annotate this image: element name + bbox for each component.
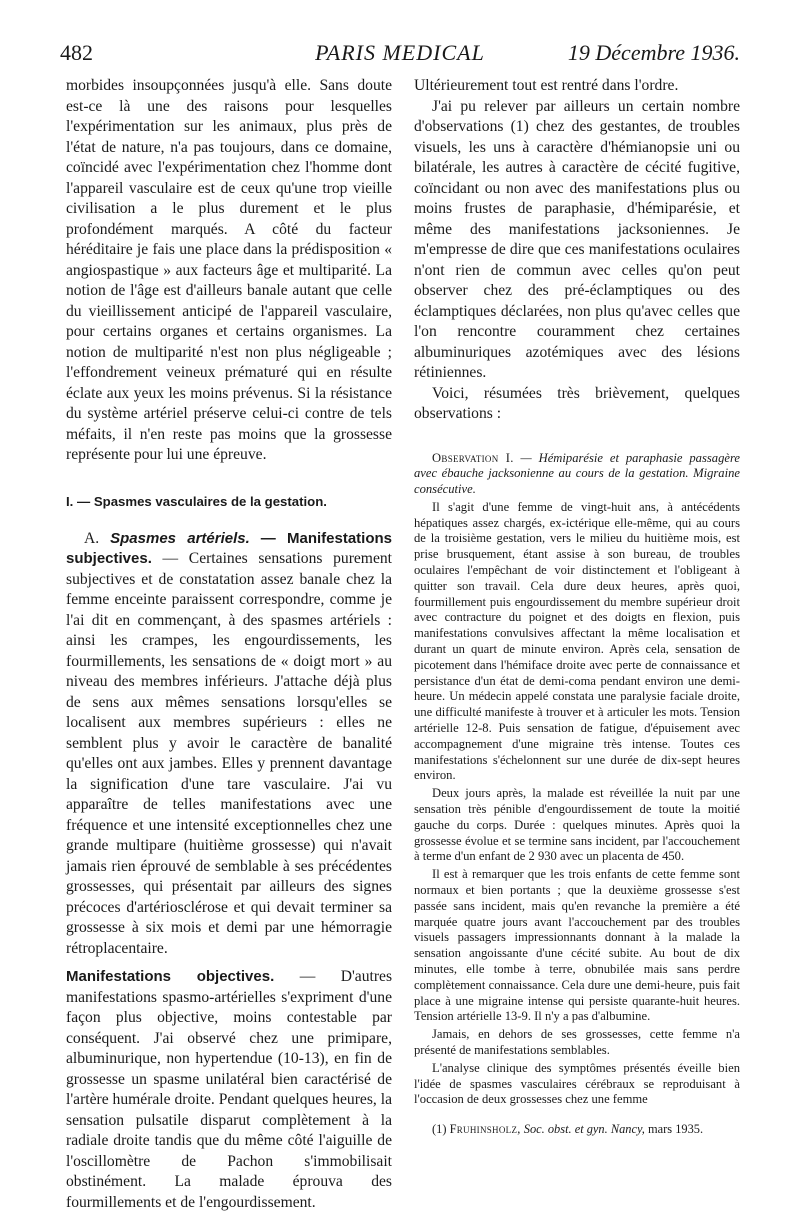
footnote-date: mars 1935. <box>648 1122 704 1137</box>
right-paragraph-2: J'ai pu relever par ailleurs un certain nombre d'observations (1) chez des gestantes, de troubles visuels, les uns à caractère d'hémianopsie uni ou bilatérale, les autres à caractère de cécité fugitive, coïncidant ou non avec des manifestations plus ou moins frustes de paraphasie, d'hémiparésie, et même des manifestations jacksoniennes. Je m'empresse de dire que ces manifestations oculaires n'ont rien de commun avec celles qu'on peut observer chez des pré-éclamptiques ou des éclamptiques déclarées, non plus qu'avec celles que l'on rencontre couramment chez certaines albuminuriques azotémiques avec des lésions rétiniennes. <box>414 97 740 381</box>
left-paragraph-2 <box>66 529 392 960</box>
observation-paragraph-2: Deux jours après, la malade est réveillée la nuit par une sensation très pénible d'engourdissement de toute la moitié gauche du corps. Durée : quelques minutes. Après quoi la grossesse évolue et se termine sans incident, par l'accouchement à terme d'un enfant de 2 930 avec un placenta de 450. <box>414 786 740 864</box>
objective-heading: Manifestations objectives. <box>66 968 275 985</box>
observation-title <box>414 451 740 498</box>
observation-label: Observation I. <box>432 450 514 465</box>
observation-paragraph-1: Il s'agit d'une femme de vingt-huit ans, à antécédents hépatiques assez chargés, ex-ictérique elle-même, qui au cours de la troisième gestation, vers le milieu du huitième mois, est prise brusquement, étant assise à son bureau, de troubles oculaires l'empêchant de voir distinctement et l'obligeant à quitter son travail. Cela dure deux heures, après quoi, fourmillement puis engourdissement du membre supérieur droit avec contracture du poignet et des doigts en flexion, puis manifestations convulsives affectant la même localisation et durant un quart de minute environ. Après cela, sensation de picotement dans l'hémiface droite avec perte de connaissance et persistance d'un état de demi-coma pendant environ une demi-heure. Un médecin appelé constata une paralysie faciale droite, une difficulté manifeste à trouver et à articuler les mots. Tension artérielle 12-8. Puis sensation de fatigue, d'épuisement avec accompagnement d'une migraine très intense. Toutes ces manifestations s'échelonnent sur une durée de dix-sept heures environ. <box>414 499 740 783</box>
footnote-source: Soc. obst. et gyn. Nancy, <box>523 1122 645 1137</box>
right-paragraph-3: Voici, résumées très brièvement, quelques observations : <box>414 384 740 422</box>
right-paragraph-1: Ultérieurement tout est rentré dans l'ordre. <box>414 77 679 94</box>
left-paragraph-3-body: — D'autres manifestations spasmo-artérielles s'expriment d'une façon plus objective, moins contestable par conséquent. J'ai observé chez une primipare, albuminurique, non hypertendue (10-13), en fin de grossesse un spasme unilatéral bien caractérisé de l'artère humérale droite. Pendant quelques heures, la sensation pulsatile disparut complètement à la radiale droite tandis que du même côté l'aiguille de l'oscillomètre de Pachon s'immobilisait obstinément. La malade éprouva des fourmillements et de l'engourdissement. <box>66 968 393 1211</box>
observation-heading: — Hémiparésie et paraphasie passagère avec ébauche jacksonienne au cours de la gestation. Migraine consécutive. <box>414 450 740 497</box>
left-paragraph-3 <box>66 967 392 1213</box>
footnote <box>414 1122 740 1137</box>
page-number: 482 <box>60 40 93 65</box>
left-paragraph-2-body: — Certaines sensations purement subjectives et de constatation assez banale chez la femme enceinte paraissent correspondre, comme je l'ai dit en commençant, à des spasmes artériels : ainsi les crampes, les engourdissements, les fourmillements, les sensations de « doigt mort » au niveau des membres inférieurs. J'attache déjà plus de sens aux mêmes sensations lorsqu'elles se localisent aux membres supérieurs : elles ne semblent plus y avoir le caractère de banalité qu'elles ont aux jambes. Elles y prennent davantage la signification d'une tare vasculaire. J'ai vu apparaître de telles manifestations avec une fréquence et une intensité exceptionnelles chez une grande multipare (huitième grossesse) qui n'avait jamais rien éprouvé de semblable à ses précédentes grossesses, qui présentait par ailleurs des signes précoces d'artériosclérose et qui devait terminer sa grossesse à six mois et demi par une hémorragie rétroplacentaire. <box>66 550 392 957</box>
running-header <box>60 40 740 74</box>
issue-date: 19 Décembre 1936. <box>567 40 740 65</box>
subsection-subtitle: — Manifestations subjectives. <box>66 529 393 567</box>
subsection-title: Spasmes artériels. <box>110 529 250 547</box>
right-column <box>414 76 740 1137</box>
left-paragraph-1: morbides insoupçonnées jusqu'à elle. Sans doute est-ce là une des raisons pour lesquelles l'expérimentation sur les animaux, plus près de l'état de nature, n'a pas toujours, dans ce domaine, coïncidé avec l'expérimentation chez l'homme dont l'appareil vasculaire est de ceux qu'une trop vieille civilisation a le plus durement et le plus profondément marqués. A côté du facteur héréditaire je fais une place dans la prédisposition « angiospastique » aux facteurs âge et multiparité. La notion de l'âge est d'ailleurs banale autant que celle du vieillissement anticipé de l'appareil vasculaire, pour certains organes et certains organismes. La notion de multiparité n'est non plus négligeable ; l'effondrement veineux prématuré qui en résulte éclate aux yeux les moins prévenus. Si la résistance du système artériel préserve celui-ci contre de tels méfaits, il n'en reste pas moins que la grossesse représente pour lui une épreuve. <box>66 77 392 463</box>
observation-paragraph-3: Il est à remarquer que les trois enfants de cette femme sont normaux et bien portants ; que la deuxième grossesse s'est passée sans incident, mais qu'en revanche la première a été marquée quatre jours avant l'accouchement par des troubles visuels passagers impressionnants donnant à la malade la sensation angoissante d'une cécité subite. Au bout de dix minutes, elle tombe à terre, obnubilée mais sans perdre complètement connaissance. Cela dure une demi-heure, puis fait place à une migraine intense qui persiste quarante-huit heures. Tension artérielle 13-9. Il n'y a pas d'albumine. <box>414 867 740 1024</box>
footnote-number: (1) <box>432 1122 447 1137</box>
subsection-letter: A. <box>84 529 100 547</box>
section-heading: I. — Spasmes vasculaires de la gestation. <box>66 493 327 509</box>
observation-paragraph-5: L'analyse clinique des symptômes présentés éveille bien l'idée de spasmes vasculaires cérébraux se reproduisant à l'occasion de deux grossesses chez une femme <box>414 1060 740 1107</box>
left-column <box>66 76 392 1213</box>
journal-title: PARIS MEDICAL <box>315 40 485 65</box>
footnote-author: Fruhinsholz, <box>449 1122 521 1137</box>
observation-paragraph-4: Jamais, en dehors de ses grossesses, cette femme n'a présenté de manifestations semblables. <box>414 1027 740 1057</box>
